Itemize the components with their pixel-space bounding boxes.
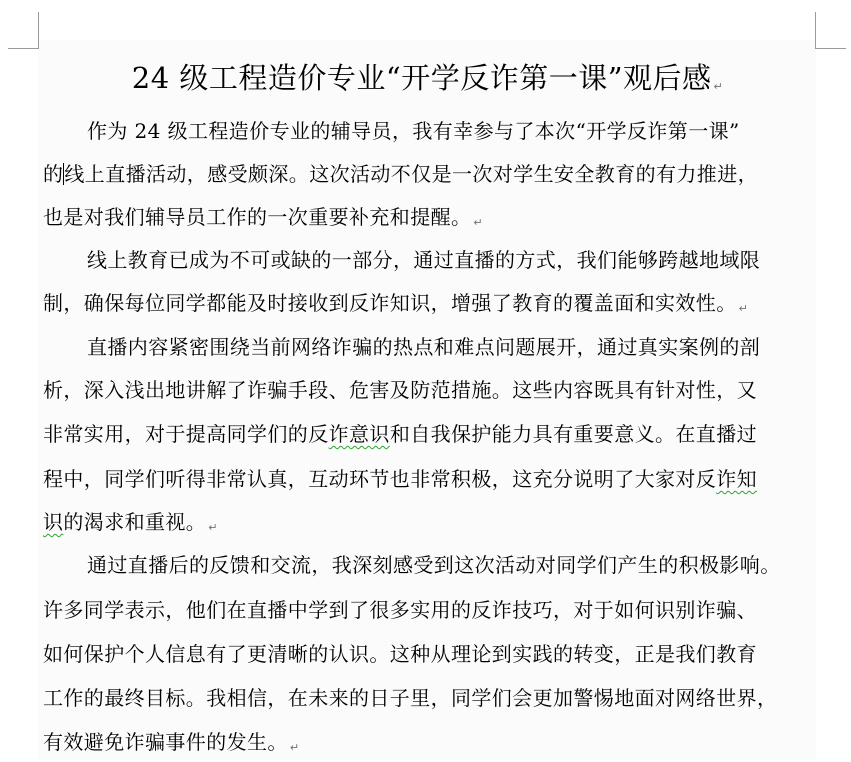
paragraph-3-line-5[interactable]: 识的渴求和重视。 ↵ (43, 510, 218, 534)
grammar-check-underline[interactable]: 诈知 (716, 467, 758, 491)
paragraph-1-line-2[interactable]: 的线上直播活动，感受颇深。这次活动不仅是一次对学生安全教育的有力推进， (43, 162, 759, 186)
paragraph-4-line-2[interactable]: 许多同学表示，他们在直播中学到了很多实用的反诈技巧，对于如何识别诈骗、 (43, 598, 757, 622)
paragraph-3-line-2[interactable]: 析，深入浅出地讲解了诈骗手段、危害及防范措施。这些内容既具有针对性，又 (43, 378, 757, 402)
paragraph-mark-icon: ↵ (738, 302, 749, 315)
paragraph-3-line-3[interactable]: 非常实用，对于提高同学们的反诈意识和自我保护能力具有重要意义。在直播过 (43, 422, 758, 446)
grammar-check-underline[interactable]: 诈意识 (328, 422, 390, 446)
paragraph-4-line-4[interactable]: 工作的最终目标。我相信，在未来的日子里，同学们会更加警惕地面对网络世界， (43, 686, 778, 710)
paragraph-mark-icon: ↵ (473, 216, 484, 229)
paragraph-2-line-2[interactable]: 制，确保每位同学都能及时接收到反诈知识，增强了教育的覆盖面和实效性。 ↵ (43, 291, 749, 315)
document-title[interactable]: 24 级工程造价专业“开学反诈第一课”观后感 ↵ (131, 61, 724, 95)
grammar-check-underline[interactable]: 识 (43, 510, 64, 534)
page-corner-mark-top-right (815, 12, 846, 49)
paragraph-mark-icon: ↵ (289, 741, 300, 754)
paragraph-mark-icon: ↵ (713, 80, 724, 93)
paragraph-1-line-1[interactable]: 作为 24 级工程造价专业的辅导员，我有幸参与了本次“开学反诈第一课” (87, 119, 740, 143)
paragraph-mark-icon: ↵ (208, 521, 218, 534)
paragraph-4-line-3[interactable]: 如何保护个人信息有了更清晰的认识。这种从理论到实践的转变，正是我们教育 (43, 642, 757, 666)
page-corner-mark-top-left (8, 12, 39, 49)
paragraph-3-line-4[interactable]: 程中，同学们听得非常认真，互动环节也非常积极，这充分说明了大家对反诈知 (43, 467, 758, 491)
paragraph-2-line-1[interactable]: 线上教育已成为不可或缺的一部分，通过直播的方式，我们能够跨越地域限 (87, 248, 761, 272)
paragraph-4-line-1[interactable]: 通过直播后的反馈和交流，我深刻感受到这次活动对同学们产生的积极影响。 (87, 553, 781, 577)
paragraph-4-line-5[interactable]: 有效避免诈骗事件的发生。 ↵ (43, 730, 300, 754)
paragraph-1-line-3[interactable]: 也是对我们辅导员工作的一次重要补充和提醒。 ↵ (43, 205, 484, 229)
paragraph-3-line-1[interactable]: 直播内容紧密围绕当前网络诈骗的热点和难点问题展开，通过真实案例的剖 (87, 335, 761, 359)
